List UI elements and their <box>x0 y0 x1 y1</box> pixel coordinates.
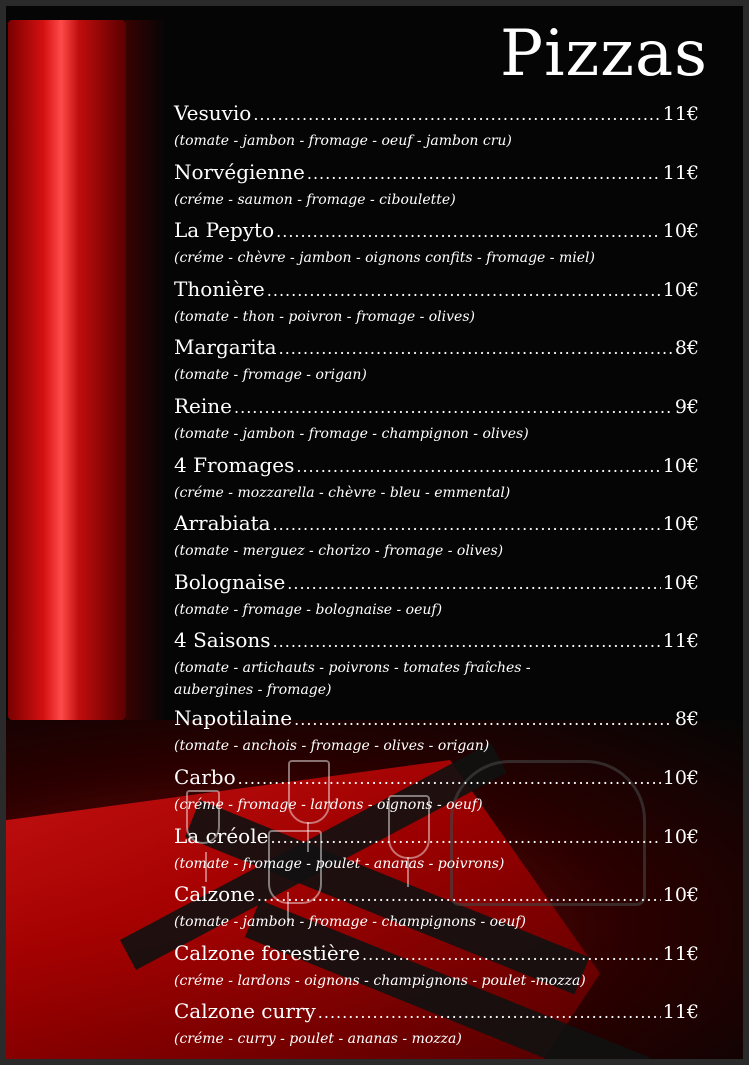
pizza-name: Vesuvio <box>174 101 252 125</box>
menu-item-row <box>174 450 699 482</box>
pizza-price: 10€ <box>662 278 699 301</box>
pizza-name: La créole <box>174 823 269 848</box>
pizza-name: La Pepyto <box>174 218 275 243</box>
dot-leader <box>270 823 660 853</box>
pizza-ingredients: (tomate - fromage - origan) <box>174 367 367 384</box>
menu-item-row <box>174 274 699 306</box>
pizza-price: 10€ <box>662 513 699 536</box>
dot-leader <box>238 764 661 794</box>
menu-item <box>174 391 699 450</box>
dot-leader <box>267 276 661 306</box>
pizza-ingredients: (créme - chèvre - jambon - oignons confits - fromage - miel) <box>174 250 595 267</box>
menu-item-row <box>174 215 699 247</box>
pizza-price: 10€ <box>662 454 699 477</box>
menu-item-row <box>174 879 699 911</box>
pizza-name: Reine <box>174 393 233 418</box>
pizza-ingredients: (créme - curry - poulet - ananas - mozza) <box>174 1031 462 1048</box>
menu-item-row <box>174 332 699 364</box>
menu-item-row <box>174 508 699 540</box>
pizza-name: Calzone <box>174 882 255 907</box>
dot-leader <box>294 705 673 735</box>
pizza-name: Calzone forestière <box>174 940 361 965</box>
pizza-ingredients: (tomate - fromage - poulet - ananas - poivrons) <box>174 855 505 872</box>
menu-item-row <box>174 98 699 130</box>
pizza-ingredients: (tomate - fromage - bolognaise - oeuf) <box>174 601 443 618</box>
pizza-name: Thonière <box>174 276 265 301</box>
pizza-name: Calzone curry <box>174 999 316 1024</box>
menu-item <box>174 332 699 391</box>
menu-item <box>174 996 699 1055</box>
pizza-price: 11€ <box>662 942 699 965</box>
menu-item <box>174 157 699 216</box>
pizza-price: 11€ <box>662 103 699 125</box>
menu-item-row <box>174 821 699 853</box>
menu-item <box>174 938 699 997</box>
menu-item <box>174 703 699 762</box>
pizza-price: 11€ <box>662 1001 699 1024</box>
menu-item <box>174 98 699 157</box>
menu-item <box>174 274 699 333</box>
pizza-price: 10€ <box>662 220 699 243</box>
pizza-name: Norvégienne <box>174 159 305 184</box>
pizza-price: 10€ <box>662 571 699 594</box>
menu-item <box>174 508 699 567</box>
menu-item <box>174 879 699 938</box>
menu-item <box>174 567 699 626</box>
pizza-price: 9€ <box>674 395 699 418</box>
menu-item <box>174 215 699 274</box>
pizza-name: Margarita <box>174 335 277 360</box>
dot-leader <box>287 569 660 599</box>
dot-leader <box>253 100 660 130</box>
dot-leader <box>273 510 661 540</box>
menu-item <box>174 450 699 509</box>
pizza-name: Bolognaise <box>174 569 286 594</box>
pizza-price: 11€ <box>662 630 699 653</box>
menu-item <box>174 821 699 880</box>
pizza-menu-list <box>174 98 699 1055</box>
menu-item-row <box>174 567 699 599</box>
dot-leader <box>362 940 661 970</box>
pizza-ingredients: (tomate - jambon - fromage - champignon - olives) <box>174 425 529 442</box>
menu-item-row <box>174 157 699 189</box>
pizza-name: 4 Fromages <box>174 452 295 477</box>
dot-leader <box>234 393 673 423</box>
pizza-ingredients: (tomate - anchois - fromage - olives - origan) <box>174 738 490 755</box>
menu-item <box>174 762 699 821</box>
dot-leader <box>257 881 661 911</box>
dot-leader <box>296 452 660 482</box>
dot-leader <box>273 627 661 657</box>
dot-leader <box>279 334 673 364</box>
menu-item-row <box>174 938 699 970</box>
pizza-price: 10€ <box>662 884 699 907</box>
pizza-ingredients: (tomate - artichauts - poivrons - tomates fraîches - aubergines - fromage) <box>174 660 531 699</box>
dot-leader <box>307 159 661 189</box>
pizza-price: 8€ <box>674 337 699 360</box>
pizza-name: 4 Saisons <box>174 628 271 653</box>
menu-item-row <box>174 391 699 423</box>
pizza-ingredients: (tomate - merguez - chorizo - fromage - olives) <box>174 543 504 560</box>
pizza-ingredients: (créme - saumon - fromage - ciboulette) <box>174 191 456 208</box>
pizza-ingredients: (tomate - jambon - fromage - champignons - oeuf) <box>174 914 527 931</box>
pizza-price: 10€ <box>662 825 699 848</box>
menu-item-row <box>174 625 699 657</box>
menu-title: Pizzas <box>500 17 708 91</box>
pizza-price: 8€ <box>674 708 699 731</box>
pizza-ingredients: (créme - mozzarella - chèvre - bleu - emmental) <box>174 484 511 501</box>
pizza-name: Napotilaine <box>174 706 293 731</box>
pizza-name: Carbo <box>174 764 236 789</box>
dot-leader <box>276 217 661 247</box>
menu-item-row <box>174 996 699 1028</box>
pizza-ingredients: (tomate - thon - poivron - fromage - olives) <box>174 308 475 325</box>
pizza-name: Arrabiata <box>174 511 271 536</box>
menu-item-row <box>174 762 699 794</box>
pizza-ingredients: (créme - lardons - oignons - champignons - poulet -mozza) <box>174 972 586 989</box>
pizza-price: 11€ <box>662 161 699 184</box>
menu-item <box>174 625 699 703</box>
dot-leader <box>318 998 661 1028</box>
pizza-ingredients: (tomate - jambon - fromage - oeuf - jambon cru) <box>174 133 512 149</box>
pizza-ingredients: (créme - fromage - lardons - oignons - oeuf) <box>174 796 483 813</box>
menu-item-row <box>174 703 699 735</box>
pizza-price: 10€ <box>662 766 699 789</box>
